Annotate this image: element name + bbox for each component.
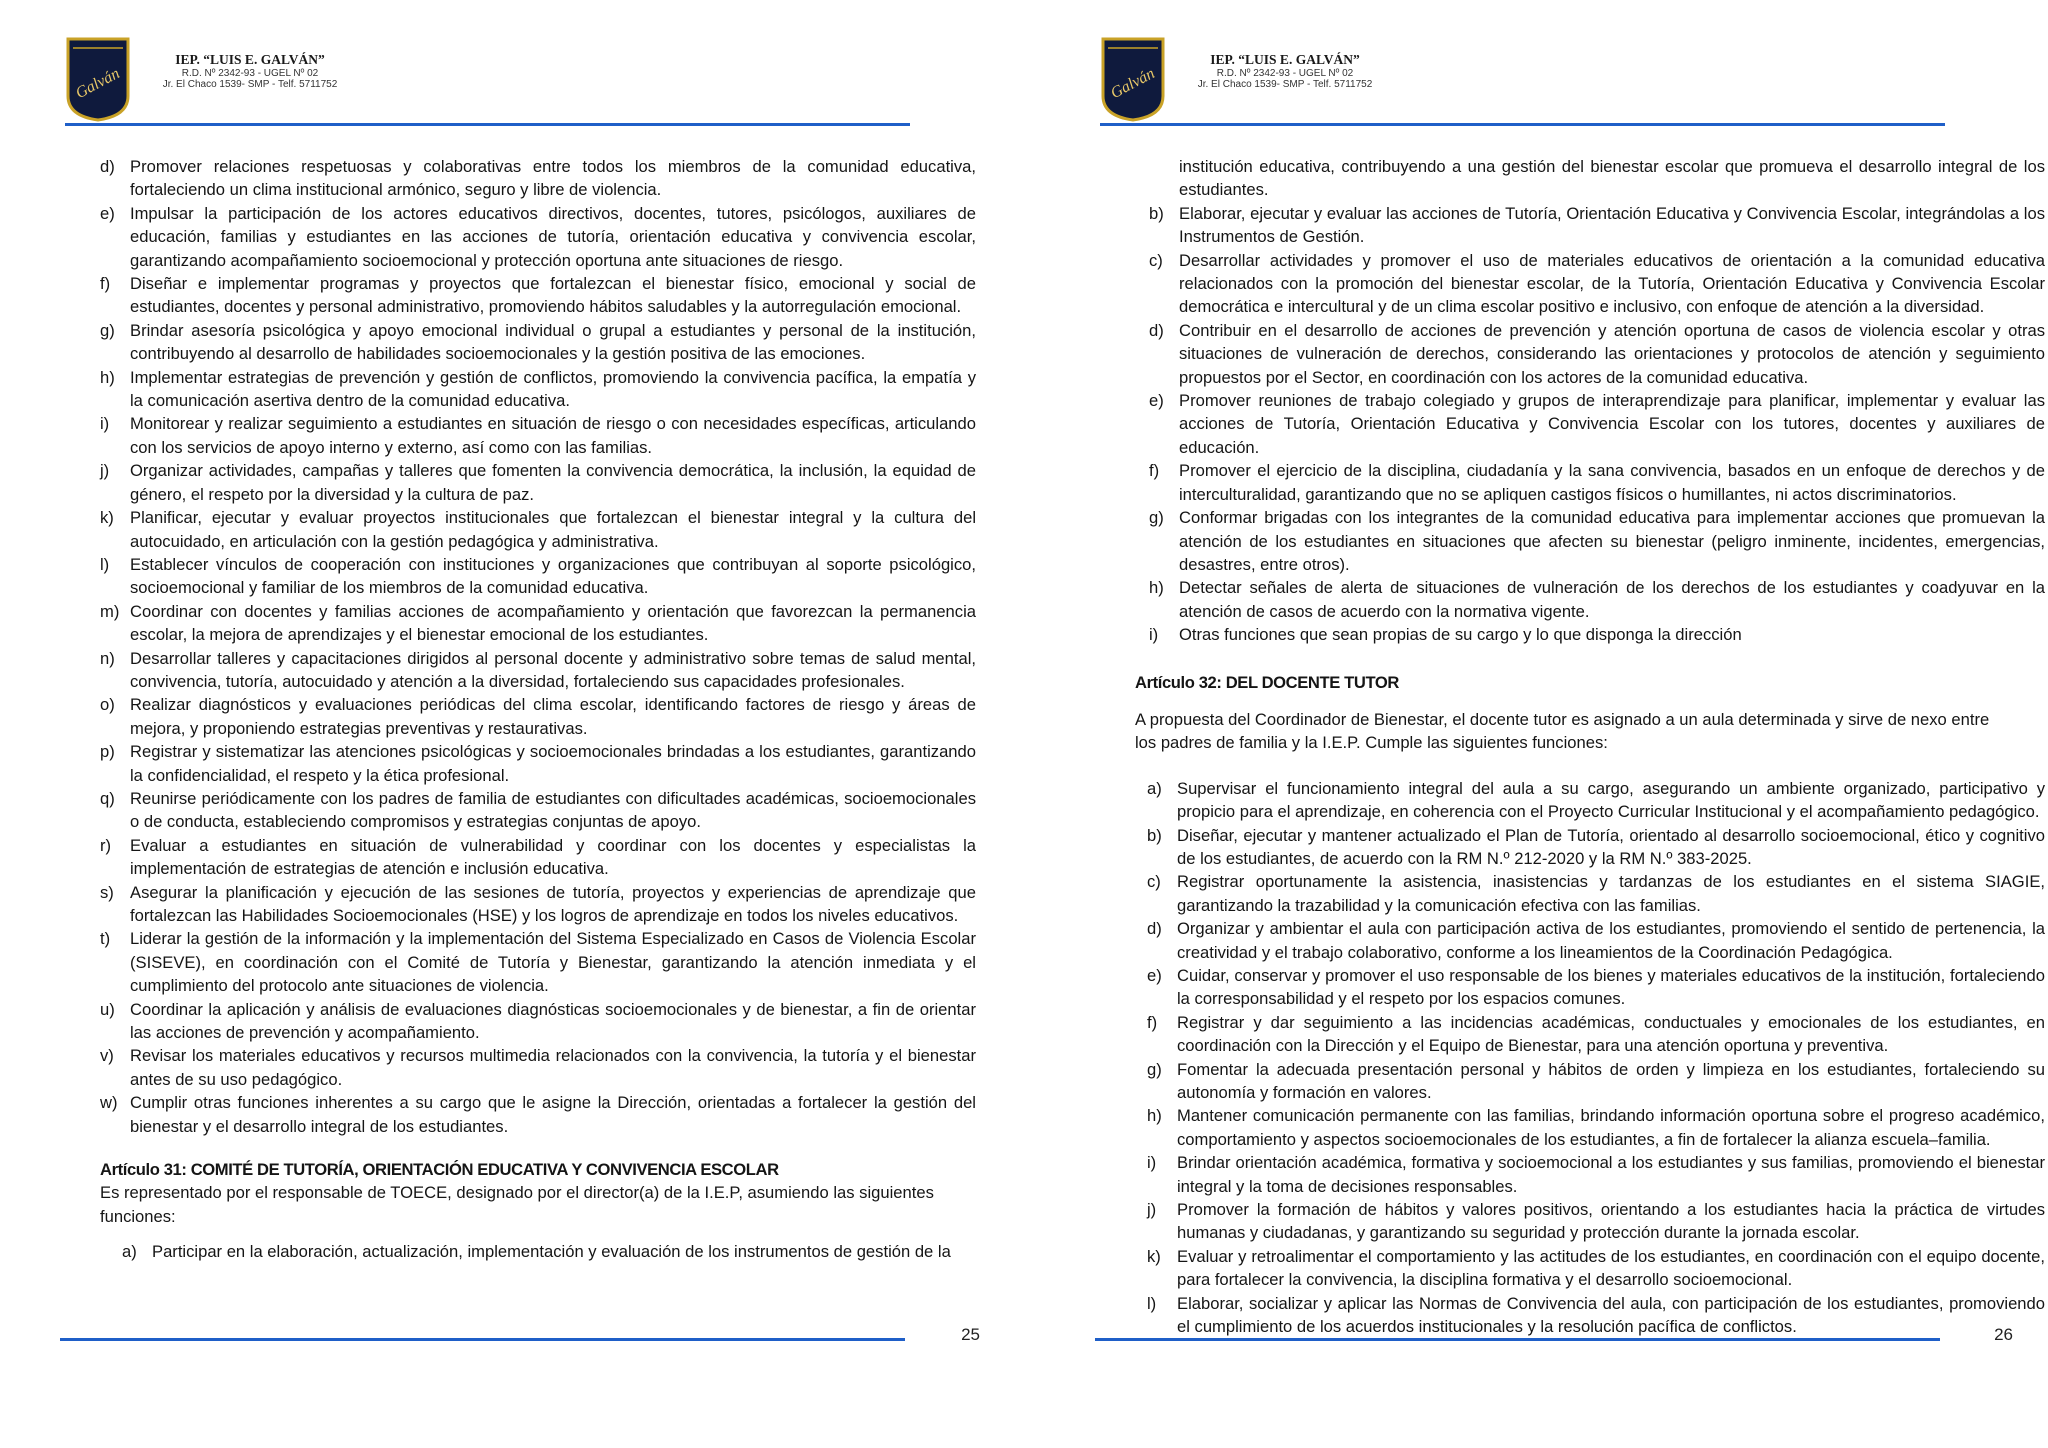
logo-text: Galván [72, 64, 123, 103]
list-item [100, 155, 976, 202]
item-text: Brindar asesoría psicológica y apoyo emocional individual o grupal a estudiantes y personal de la institución, contribuyendo al desarrollo de habilidades socioemocionales y la gestión positiva de las emociones. [130, 320, 976, 364]
item-letter: h) [1147, 1106, 1162, 1126]
list-item [100, 787, 976, 834]
footer-divider [60, 1338, 905, 1341]
list-item [1149, 202, 2045, 249]
item-text: Promover reuniones de trabajo colegiado y grupos de interaprendizaje para planificar, implementar y evaluar las acciones de Tutoría, Orientación Educativa y Convivencia Escolar con los tutores, docentes y auxiliares de educación. [1179, 391, 2045, 457]
left-content [100, 155, 976, 1264]
item-text: Organizar y ambientar el aula con participación activa de los estudiantes, promoviendo el sentido de pertenencia, la creatividad y el trabajo colaborativo, conforme a los lineamientos de la Coordinación Pedagógica. [1177, 919, 2045, 962]
school-resolution: R.D. Nº 2342-93 - UGEL Nº 02 [1216, 67, 1354, 79]
item-text: Registrar y dar seguimiento a las incidencias académicas, conductuales y emocionales de los estudiantes, en coordinación con la Dirección y el Equipo de Bienestar, para una atención oportuna y preventiva. [1177, 1012, 2045, 1056]
right-content [1135, 155, 2045, 1339]
school-info [145, 52, 355, 91]
item-letter: l) [100, 554, 110, 574]
item-text: Supervisar el funcionamiento integral del aula a su cargo, asegurando un ambiente organizado, participativo y propicio para el aprendizaje, en coherencia con el Proyecto Curricular Institucional y el acompañamiento pedagógico. [1177, 778, 2045, 822]
item-text: Elaborar, socializar y aplicar las Normas de Convivencia del aula, con participación de los estudiantes, promoviendo el cumplimiento de los acuerdos institucionales y la resolución pacífica de conflictos. [1177, 1293, 2045, 1337]
item-letter: f) [100, 274, 111, 294]
item-letter: d) [1149, 320, 1164, 340]
list-item [100, 647, 976, 694]
item-letter: q) [100, 788, 115, 808]
school-name: IEP. “LUIS E. GALVÁN” [1210, 52, 1360, 67]
list-item [1149, 319, 2045, 389]
item-letter: c) [1149, 250, 1163, 270]
page-number: 26 [1994, 1325, 2013, 1344]
list-item [100, 600, 976, 647]
list-item [1147, 870, 2045, 917]
school-address: Jr. El Chaco 1539- SMP - Telf. 5711752 [162, 79, 338, 91]
item-letter: f) [1147, 1012, 1158, 1032]
page-header [1100, 36, 1945, 131]
list-item [1147, 777, 2045, 824]
header-divider [65, 123, 910, 126]
list-item [100, 1044, 976, 1091]
item-text: Diseñar, ejecutar y mantener actualizado el Plan de Tutoría, orientado al desarrollo socioemocional, ético y cognitivo de los estudiantes, de acuerdo con la RM N.º 212-2020 y la RM N.º 383-2025. [1177, 825, 2045, 868]
list-item [1147, 1198, 2045, 1245]
item-text: Asegurar la planificación y ejecución de las sesiones de tutoría, proyectos y experiencias de aprendizaje que fortalezcan las Habilidades Socioemocionales (HSE) y los logros de aprendizaje en todos los niveles educativos. [130, 882, 976, 925]
logo-text: Galván [1107, 64, 1158, 103]
item-text: Liderar la gestión de la información y la implementación del Sistema Especializado en Casos de Violencia Escolar (SISEVE), en coordinación con el Comité de Tutoría y Bienestar, garantizando la atención inmediata y el cumplimiento del protocolo ante situaciones de violencia. [130, 929, 976, 996]
item-text: Establecer vínculos de cooperación con instituciones y organizaciones que contribuyan al soporte psicológico, socioemocional y familiar de los miembros de la comunidad educativa. [130, 554, 976, 598]
list-item [100, 834, 976, 881]
list-item [100, 1091, 976, 1138]
list-item [1149, 576, 2045, 623]
list-item [100, 881, 976, 928]
item-letter: f) [1149, 461, 1160, 481]
item-text: Cuidar, conservar y promover el uso responsable de los bienes y materiales educativos de la institución, fortaleciendo la corresponsabilidad y el respeto por los espacios comunes. [1177, 966, 2045, 1009]
item-text: Elaborar, ejecutar y evaluar las acciones de Tutoría, Orientación Educativa y Convivencia Escolar, integrándolas a los Instrumentos de Gestión. [1179, 203, 2045, 247]
item-text: Otras funciones que sean propias de su cargo y lo que disponga la dirección [1179, 625, 1742, 645]
list-item [100, 998, 976, 1045]
list-item [1149, 506, 2045, 576]
list-item [1147, 1292, 2045, 1339]
item-letter: u) [100, 999, 115, 1019]
list-item [1147, 917, 2045, 964]
item-text: Fomentar la adecuada presentación personal y hábitos de orden y limpieza en los estudiantes, fortaleciendo su autonomía y formación en valores. [1177, 1059, 2045, 1103]
item-letter: m) [100, 601, 120, 621]
item-text: Desarrollar talleres y capacitaciones dirigidos al personal docente y administrativo sobre temas de salud mental, convivencia, tutoría, autocuidado y atención a la diversidad, fortaleciendo sus capacidades profesionales. [130, 648, 976, 691]
item-letter: v) [100, 1046, 114, 1066]
school-address: Jr. El Chaco 1539- SMP - Telf. 5711752 [1197, 79, 1373, 91]
item-text: Registrar oportunamente la asistencia, inasistencias y tardanzas de los estudiantes en el sistema SIAGIE, garantizando la trazabilidad y la comunicación efectiva con las familias. [1177, 872, 2045, 915]
item-text: Implementar estrategias de prevención y gestión de conflictos, promoviendo la convivencia pacífica, la empatía y la comunicación asertiva dentro de la comunidad educativa. [130, 367, 976, 411]
item-letter: g) [100, 320, 115, 340]
list-item [100, 693, 976, 740]
item-text: Revisar los materiales educativos y recursos multimedia relacionados con la convivencia, la tutoría y el bienestar antes de su uso pedagógico. [130, 1046, 976, 1089]
item-text: Coordinar la aplicación y análisis de evaluaciones diagnósticas socioemocionales y de bienestar, a fin de orientar las acciones de prevención y acompañamiento. [130, 999, 976, 1043]
item-letter: c) [1147, 872, 1161, 892]
item-text: Evaluar y retroalimentar el comportamiento y las actitudes de los estudiantes, en coordinación con el equipo docente, para fortalecer la convivencia, la disciplina formativa y el desarrollo socioemocional. [1177, 1246, 2045, 1290]
school-name: IEP. “LUIS E. GALVÁN” [175, 52, 325, 67]
item-text: Conformar brigadas con los integrantes de la comunidad educativa para implementar acciones que promuevan la atención de los estudiantes en situaciones que afecten su bienestar (peligro inminente, incidentes, emergencias, desastres, entre otros). [1179, 508, 2045, 574]
list-item [100, 412, 976, 459]
list-item [1149, 459, 2045, 506]
item-text: Planificar, ejecutar y evaluar proyectos institucionales que fortalezcan el bienestar integral y la cultura del autocuidado, en articulación con la gestión pedagógica y administrativa. [130, 508, 976, 551]
item-text: Diseñar e implementar programas y proyectos que fortalezcan el bienestar físico, emocional y social de estudiantes, docentes y personal administrativo, promoviendo hábitos saludables y la autorregulación emocional. [130, 274, 976, 317]
list-item [1147, 1151, 2045, 1198]
item-text: Monitorear y realizar seguimiento a estudiantes en situación de riesgo o con necesidades específicas, articulando con los servicios de apoyo interno y externo, así como con las familias. [130, 414, 976, 457]
article-32-title: Artículo 32: DEL DOCENTE TUTOR [1135, 672, 1399, 692]
functions-list [100, 155, 976, 1138]
item-letter: t) [100, 929, 111, 949]
list-item [100, 272, 976, 319]
item-letter: g) [1149, 508, 1164, 528]
item-letter: e) [1147, 966, 1162, 985]
page-header [65, 36, 910, 131]
list-item [1149, 249, 2045, 319]
list-item [122, 1240, 976, 1263]
item-text: Desarrollar actividades y promover el uso de materiales educativos de orientación a la comunidad educativa relacionados con la promoción del bienestar escolar, de la Tutoría, Orientación Educativa y Convivencia Escolar democrática e intercultural y de un clima escolar positivo e inclusivo, con enfoque de atención a la diversidad. [1179, 250, 2045, 317]
item-letter: i) [100, 414, 110, 434]
item-letter: a) [122, 1242, 137, 1262]
item-letter: b) [1149, 203, 1164, 223]
item-letter: j) [100, 461, 110, 481]
item-text: Reunirse periódicamente con los padres de familia de estudiantes con dificultades académicas, socioemocionales o de conducta, estableciendo compromisos y estrategias conjuntas de apoyo. [130, 788, 976, 832]
item-text: Brindar orientación académica, formativa y socioemocional a los estudiantes y sus familias, promoviendo el bienestar integral y la toma de decisiones responsables. [1177, 1153, 2045, 1196]
item-letter: a) [1147, 778, 1162, 798]
list-item [100, 506, 976, 553]
item-letter: j) [1147, 1200, 1157, 1220]
item-letter: k) [1147, 1246, 1161, 1266]
list-item [100, 459, 976, 506]
list-item [1149, 389, 2045, 459]
footer-divider [1095, 1338, 1940, 1341]
item-text: Promover la formación de hábitos y valores positivos, orientando a los estudiantes hacia la práctica de virtudes humanas y ciudadanas, y garantizando su seguridad y protección durante la jornada escolar. [1177, 1200, 2045, 1243]
item-letter: l) [1147, 1293, 1157, 1313]
list-item [1147, 1245, 2045, 1292]
item-letter: p) [100, 742, 115, 762]
list-item [100, 319, 976, 366]
list-item [1147, 1058, 2045, 1105]
comite-functions-list [1135, 202, 2045, 647]
item-letter: k) [100, 508, 114, 528]
list-item [100, 202, 976, 272]
page-left [60, 0, 980, 1448]
article-32-intro-1: A propuesta del Coordinador de Bienestar, el docente tutor es asignado a un aula determinada y sirve de nexo entre [1135, 709, 1990, 729]
page-right [1095, 0, 2045, 1448]
item-letter: r) [100, 835, 112, 855]
item-text: Impulsar la participación de los actores educativos directivos, docentes, tutores, psicólogos, auxiliares de educación, familias y estudiantes en las acciones de tutoría, orientación educativa y convivencia escolar, garantizando acompañamiento socioemocional y protección oportuna ante situaciones de riesgo. [130, 203, 976, 270]
page-number: 25 [961, 1325, 980, 1344]
school-logo [65, 36, 131, 122]
item-letter: d) [1147, 919, 1162, 939]
item-text: Participar en la elaboración, actualización, implementación y evaluación de los instrumentos de gestión de la [152, 1242, 951, 1262]
item-letter: h) [100, 367, 115, 387]
school-info [1180, 52, 1390, 91]
item-letter: d) [100, 157, 115, 176]
list-item [1149, 623, 2045, 646]
item-letter: i) [1149, 625, 1159, 645]
item-letter: e) [1149, 391, 1164, 411]
continuation-text: institución educativa, contribuyendo a una gestión del bienestar escolar que promueva el desarrollo integral de los estudiantes. [1179, 157, 2045, 200]
school-resolution: R.D. Nº 2342-93 - UGEL Nº 02 [181, 67, 319, 79]
item-letter: g) [1147, 1059, 1162, 1079]
article-32-intro-2: los padres de familia y la I.E.P. Cumple las siguientes funciones: [1135, 733, 1608, 753]
list-item [1147, 1011, 2045, 1058]
item-text: Registrar y sistematizar las atenciones psicológicas y socioemocionales brindadas a los estudiantes, garantizando la confidencialidad, el respeto y la ética profesional. [130, 742, 976, 785]
header-divider [1100, 123, 1945, 126]
list-item [100, 927, 976, 997]
item-letter: o) [100, 695, 115, 715]
item-text: Evaluar a estudiantes en situación de vulnerabilidad y coordinar con los docentes y especialistas la implementación de estrategias de atención e inclusión educativa. [130, 835, 976, 879]
item-text: Coordinar con docentes y familias acciones de acompañamiento y orientación que favorezcan la permanencia escolar, la mejora de aprendizajes y el bienestar emocional de los estudiantes. [130, 601, 976, 645]
item-letter: w) [100, 1093, 118, 1113]
item-text: Promover el ejercicio de la disciplina, ciudadanía y la sana convivencia, basados en un enfoque de derechos y de interculturalidad, garantizando que no se apliquen castigos físicos o humillantes, ni actos discriminatorios. [1179, 461, 2045, 504]
item-text: Cumplir otras funciones inherentes a su cargo que le asigne la Dirección, orientadas a fortalecer la gestión del bienestar y el desarrollo integral de los estudiantes. [130, 1093, 976, 1136]
list-item [100, 553, 976, 600]
list-item [1147, 1104, 2045, 1151]
item-letter: b) [1147, 825, 1162, 845]
item-text: Mantener comunicación permanente con las familias, brindando información oportuna sobre el progreso académico, comportamiento y aspectos socioemocionales de los estudiantes, a fin de fortalecer la alianza escuela–familia. [1177, 1106, 2045, 1149]
item-text: Contribuir en el desarrollo de acciones de prevención y atención oportuna de casos de violencia escolar y otras situaciones de vulneración de derechos, considerando las orientaciones y protocolos de atención y seguimiento propuestos por el Sector, en coordinación con los actores de la comunidad educativa. [1179, 320, 2045, 387]
item-text: Realizar diagnósticos y evaluaciones periódicas del clima escolar, identificando factores de riesgo y áreas de mejora, y proponiendo estrategias preventivas y restaurativas. [130, 695, 976, 738]
list-item [100, 366, 976, 413]
tutor-functions-list [1135, 777, 2045, 1339]
item-letter: h) [1149, 578, 1164, 598]
item-text: Promover relaciones respetuosas y colaborativas entre todos los miembros de la comunidad educativa, fortaleciendo un clima institucional armónico, seguro y libre de violencia. [130, 157, 976, 200]
article-31-title: Artículo 31: COMITÉ DE TUTORÍA, ORIENTACIÓN EDUCATIVA Y CONVIVENCIA ESCOLAR [100, 1160, 779, 1180]
list-item [1147, 824, 2045, 871]
item-text: Organizar actividades, campañas y talleres que fomenten la convivencia democrática, la inclusión, la equidad de género, el respeto por la diversidad y la cultura de paz. [130, 461, 976, 504]
school-logo [1100, 36, 1166, 122]
item-letter: i) [1147, 1153, 1157, 1173]
item-letter: e) [100, 203, 115, 223]
item-letter: s) [100, 882, 114, 902]
item-letter: n) [100, 648, 115, 668]
article-31-intro: Es representado por el responsable de TOECE, designado por el director(a) de la I.E.P, asumiendo las siguientes funciones: [100, 1183, 934, 1226]
item-text: Detectar señales de alerta de situaciones de vulneración de los derechos de los estudiantes y coadyuvar en la atención de casos de acuerdo con la normativa vigente. [1179, 578, 2045, 621]
list-item [100, 740, 976, 787]
list-item [1147, 964, 2045, 1011]
